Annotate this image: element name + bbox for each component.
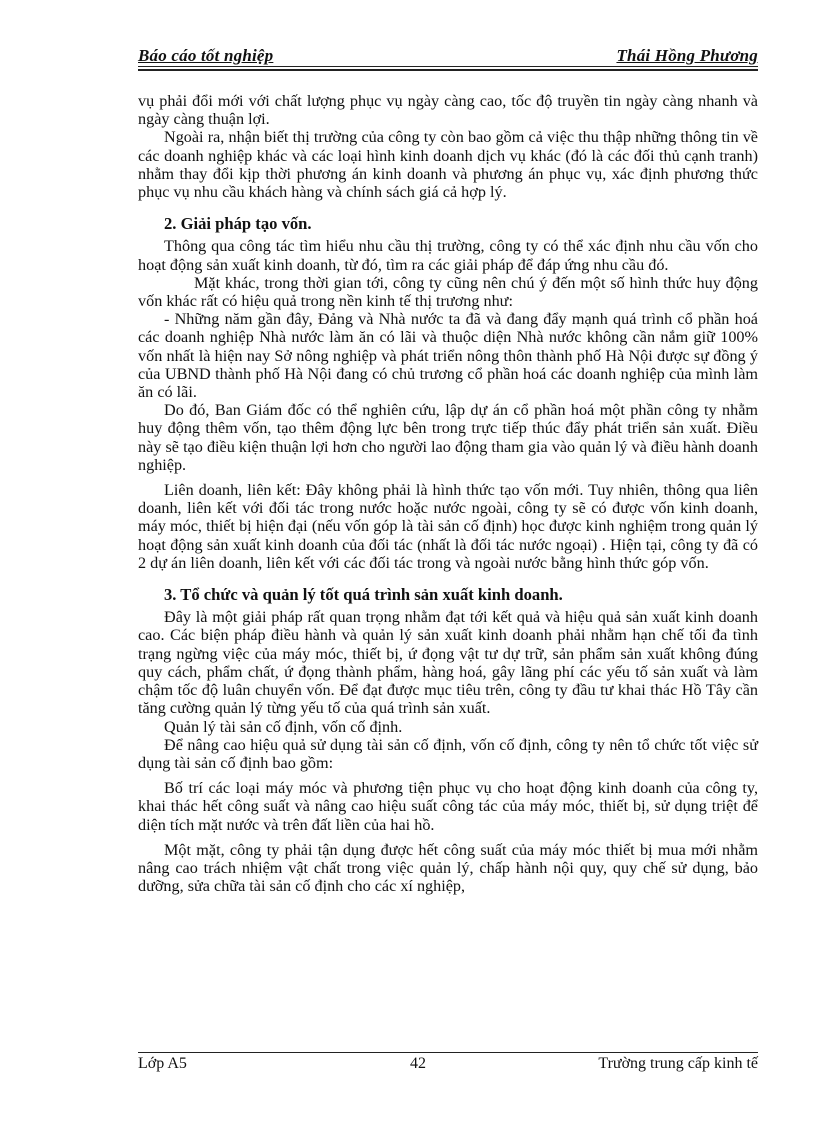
page-footer bbox=[138, 1052, 758, 1082]
paragraph-market-research: Ngoài ra, nhận biết thị trường của công ty còn bao gồm cả việc thu thập những thông tin về các doanh nghiệp khác và các loại hình kinh doanh dịch vụ khác (đó là các đối thủ cạnh tranh) nhằm thay đổi kịp thời phương án kinh doanh và phương án phục vụ, xác định phương thức phục vụ nhu cầu khách hàng và chính sách giá cả hợp lý. bbox=[138, 128, 758, 202]
paragraph-fixed-assets-title: Quản lý tài sản cố định, vốn cố định. bbox=[164, 717, 403, 736]
paragraph-equitization: - Những năm gần đây, Đảng và Nhà nước ta đã và đang đẩy mạnh quá trình cổ phần hoá các doanh nghiệp Nhà nước làm ăn có lãi và thuộc diện Nhà nước không cần nắm giữ 100% vốn nhất là hiện nay Sở nông nghiệp và phát triển nông thôn thành phố Hà Nội được sự đồng ý của UBND thành phố Hà Nội đang có chủ trương cổ phần hoá các doanh nghiệp của mình làm ăn có lãi. bbox=[138, 310, 758, 402]
paragraph-capital-needs: Thông qua công tác tìm hiểu nhu cầu thị trường, công ty có thể xác định nhu cầu vốn cho hoạt động sản xuất kinh doanh, từ đó, tìm ra các giải pháp để đáp ứng nhu cầu đó. bbox=[138, 237, 758, 274]
paragraph-board-study: Do đó, Ban Giám đốc có thể nghiên cứu, lập dự án cổ phần hoá một phần công ty nhằm huy động thêm vốn, tạo thêm động lực bên trong trực tiếp thúc đẩy phát triển sản xuất. Điều này sẽ tạo điều kiện thuận lợi hơn cho người lao động tham gia vào quản lý và điều hành doanh nghiệp. bbox=[138, 401, 758, 474]
footer-class: Lớp A5 bbox=[138, 1055, 187, 1072]
footer-school: Trường trung cấp kinh tế bbox=[598, 1055, 758, 1072]
header-rule-thin bbox=[138, 66, 758, 67]
paragraph-capital-forms: Mặt khác, trong thời gian tới, công ty cũng nên chú ý đến một số hình thức huy động vốn khác rất có hiệu quả trong nền kinh tế thị trương như: bbox=[138, 273, 758, 311]
paragraph-fixed-assets-use: Để nâng cao hiệu quả sử dụng tài sản cố định, vốn cố định, công ty nên tổ chức tốt việc sử dụng tài sản cố định bao gồm: bbox=[138, 735, 758, 772]
header-rule-thick bbox=[138, 69, 758, 71]
paragraph-capacity-usage: Một mặt, công ty phải tận dụng được hết công suất của máy móc thiết bị mua mới nhằm nâng cao trách nhiệm vật chất trong việc quản lý, chấp hành nội quy, quy chế sử dụng, bảo dưỡng, sửa chữa tài sản cố định cho các xí nghiệp, bbox=[138, 840, 758, 896]
paragraph-equipment-layout: Bố trí các loại máy móc và phương tiện phục vụ cho hoạt động kinh doanh của công ty, khai thác hết công suất và nâng cao hiệu suất công tác của máy móc, thiết bị, sử dụng triệt để diện tích mặt nước và trên đất liền của hai hồ. bbox=[138, 779, 758, 834]
footer-rule bbox=[138, 1052, 758, 1053]
section-heading-capital: 2. Giải pháp tạo vốn. bbox=[164, 214, 312, 234]
paragraph-management-solution: Đây là một giải pháp rất quan trọng nhằm đạt tới kết quả và hiệu quả sản xuất kinh doanh cao. Các biện pháp điều hành và quản lý sản xuất kinh doanh phải nhằm hạn chế tối đa tình trạng ngừng việc của máy móc, thiết bị, ứ đọng vật tư dự trữ, sản phẩm sản xuất không đúng quy cách, phẩm chất, ứ đọng thành phẩm, hàng hoá, gây lãng phí các yếu tố sản xuất và làm chậm tốc độ luân chuyển vốn. Để đạt được mục tiêu trên, công ty đầu tư khai thác Hồ Tây cần tăng cường quản lý từng yếu tố của quá trình sản xuất. bbox=[138, 608, 758, 718]
header-report-title: Báo cáo tốt nghiệp bbox=[138, 46, 274, 65]
section-heading-management: 3. Tổ chức và quản lý tốt quá trình sản xuất kinh doanh. bbox=[164, 585, 563, 605]
page-number: 42 bbox=[410, 1055, 426, 1072]
page-body bbox=[138, 92, 758, 895]
paragraph-joint-venture: Liên doanh, liên kết: Đây không phải là hình thức tạo vốn mới. Tuy nhiên, thông qua liên doanh, liên kết với đối tác trong nước hoặc nước ngoài, công ty sẽ có được vốn kinh doanh, máy móc, thiết bị hiện đại (nếu vốn góp là tài sản cố định) học được kinh nghiệm trong quản lý hoạt động sản xuất kinh doanh của đối tác (nhất là đối tác nước ngoại) . Hiện tại, công ty đã có 2 dự án liên doanh, liên kết với các đối tác trong và ngoài nước bằng hình thức góp vốn. bbox=[138, 481, 758, 572]
page-header bbox=[138, 44, 758, 70]
header-author-name: Thái Hồng Phương bbox=[616, 46, 758, 65]
paragraph-continuation: vụ phải đổi mới với chất lượng phục vụ ngày càng cao, tốc độ truyền tin ngày càng nhanh và ngày càng thuận lợi. bbox=[138, 92, 758, 129]
